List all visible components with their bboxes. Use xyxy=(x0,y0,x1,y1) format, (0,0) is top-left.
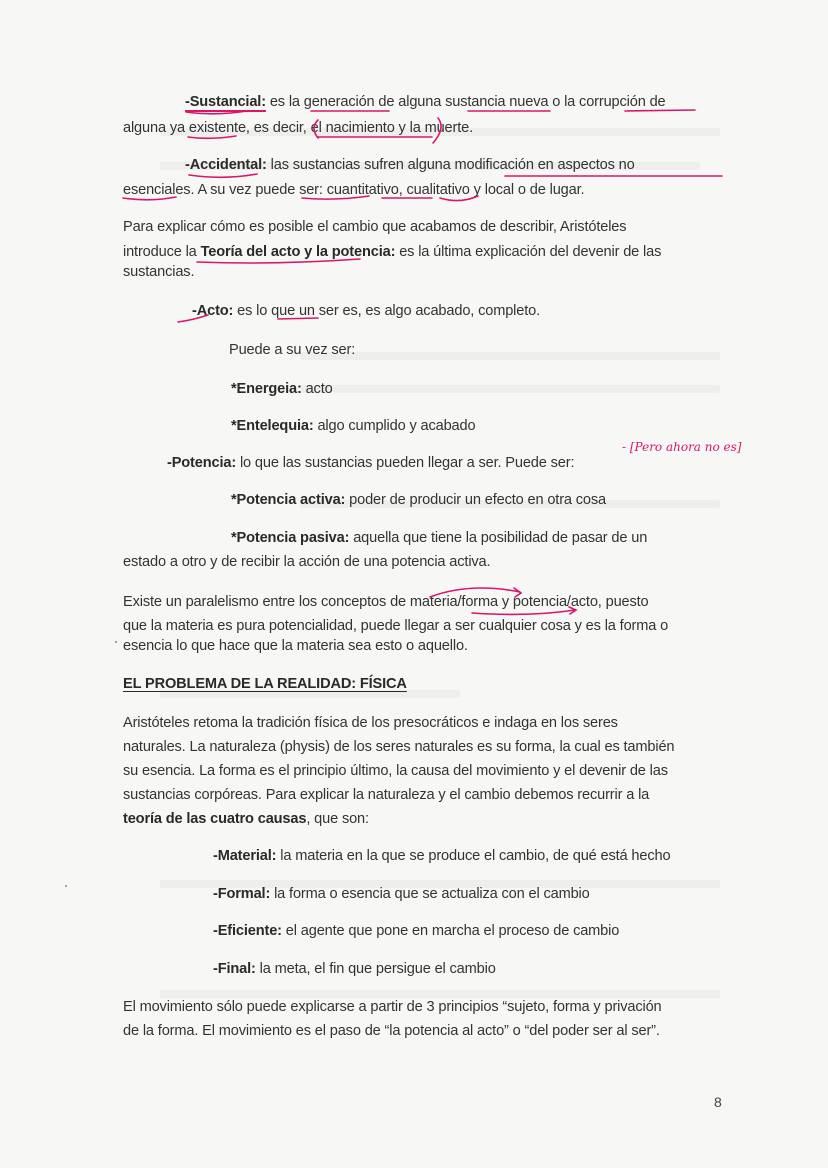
sustancial-text: es la generación de alguna sustancia nueva o la corrupción de xyxy=(265,94,666,110)
paralelismo-line-1: Existe un paralelismo entre los conceptos de materia/forma y potencia/acto, puesto xyxy=(123,594,649,610)
entelequia-item xyxy=(231,416,475,436)
teoria-acto-potencia: Teoría del acto y la potencia: xyxy=(200,244,396,260)
entelequia-label: *Entelequia: xyxy=(231,418,314,434)
entelequia-text: algo cumplido y acabado xyxy=(313,418,476,434)
acto-label: -Acto: xyxy=(192,303,234,319)
section-heading: EL PROBLEMA DE LA REALIDAD: FÍSICA xyxy=(123,676,407,692)
causa-final xyxy=(213,959,496,979)
acto-text: es lo que un ser es, es algo acabado, completo. xyxy=(233,303,541,319)
stray-mark xyxy=(115,641,117,643)
acto-line xyxy=(192,301,540,321)
potencia-line xyxy=(167,453,574,473)
fisica-line-5 xyxy=(123,809,369,829)
page-number: 8 xyxy=(714,1094,722,1110)
movimiento-line-1: El movimiento sólo puede explicarse a partir de 3 principios “sujeto, forma y privación xyxy=(123,999,662,1015)
intro-pre: introduce la xyxy=(123,244,201,260)
accidental-line-1 xyxy=(185,155,635,175)
sustancial-line-2: alguna ya existente, es decir, el nacimiento y la muerte. xyxy=(123,120,474,136)
potencia-text: lo que las sustancias pueden llegar a ser. Puede ser: xyxy=(236,455,575,471)
handwritten-annotation: - [Pero ahora no es] xyxy=(622,440,742,454)
sustancial-label: -Sustancial: xyxy=(185,94,266,110)
potencia-activa-label: *Potencia activa: xyxy=(231,492,346,508)
intro-line-2 xyxy=(123,242,661,262)
causa-material-label: -Material: xyxy=(213,848,277,864)
causa-final-text: la meta, el fin que persigue el cambio xyxy=(255,961,496,977)
fisica-line-5-post: , que son: xyxy=(306,811,369,827)
accidental-text: las sustancias sufren alguna modificación en aspectos no xyxy=(266,157,635,173)
accidental-label: -Accidental: xyxy=(185,157,267,173)
potencia-label: -Potencia: xyxy=(167,455,237,471)
accidental-line-2: esenciales. A su vez puede ser: cuantitativo, cualitativo y local o de lugar. xyxy=(123,182,585,198)
paralelismo-line-2: que la materia es pura potencialidad, puede llegar a ser cualquier cosa y es la forma o xyxy=(123,618,669,634)
causa-material-text: la materia en la que se produce el cambio, de qué está hecho xyxy=(276,848,671,864)
acto-sub-intro: Puede a su vez ser: xyxy=(229,342,356,358)
potencia-activa-text: poder de producir un efecto en otra cosa xyxy=(345,492,607,508)
energeia-item xyxy=(231,379,333,399)
causa-formal xyxy=(213,884,590,904)
fisica-line-1: Aristóteles retoma la tradición física de los presocráticos e indaga en los seres xyxy=(123,715,618,731)
fisica-line-3: su esencia. La forma es el principio último, la causa del movimiento y el devenir de las xyxy=(123,763,668,779)
energeia-text: acto xyxy=(301,381,333,397)
movimiento-line-2: de la forma. El movimiento es el paso de “la potencia al acto” o “del poder ser al ser”. xyxy=(123,1023,660,1039)
fisica-line-4: sustancias corpóreas. Para explicar la naturaleza y el cambio debemos recurrir a la xyxy=(123,787,650,803)
cuatro-causas: teoría de las cuatro causas xyxy=(123,811,307,827)
intro-post: es la última explicación del devenir de las xyxy=(395,244,662,260)
potencia-pasiva-label: *Potencia pasiva: xyxy=(231,530,350,546)
potencia-pasiva-text: aquella que tiene la posibilidad de pasar de un xyxy=(349,530,648,546)
bleed-through xyxy=(300,352,720,360)
energeia-label: *Energeia: xyxy=(231,381,302,397)
causa-eficiente-label: -Eficiente: xyxy=(213,923,282,939)
causa-material xyxy=(213,846,670,866)
paralelismo-line-3: esencia lo que hace que la materia sea esto o aquello. xyxy=(123,638,468,654)
causa-formal-label: -Formal: xyxy=(213,886,271,902)
intro-line-3: sustancias. xyxy=(123,264,195,280)
causa-eficiente-text: el agente que pone en marcha el proceso de cambio xyxy=(281,923,620,939)
stray-mark xyxy=(65,885,67,887)
potencia-pasiva-item xyxy=(231,528,647,548)
potencia-pasiva-line-2: estado a otro y de recibir la acción de una potencia activa. xyxy=(123,554,491,570)
causa-final-label: -Final: xyxy=(213,961,256,977)
bleed-through xyxy=(300,385,720,393)
fisica-line-2: naturales. La naturaleza (physis) de los seres naturales es su forma, la cual es también xyxy=(123,739,675,755)
causa-formal-text: la forma o esencia que se actualiza con el cambio xyxy=(270,886,590,902)
intro-line-1: Para explicar cómo es posible el cambio que acabamos de describir, Aristóteles xyxy=(123,219,627,235)
sustancial-line-1 xyxy=(185,92,666,112)
causa-eficiente xyxy=(213,921,619,941)
potencia-activa-item xyxy=(231,490,606,510)
